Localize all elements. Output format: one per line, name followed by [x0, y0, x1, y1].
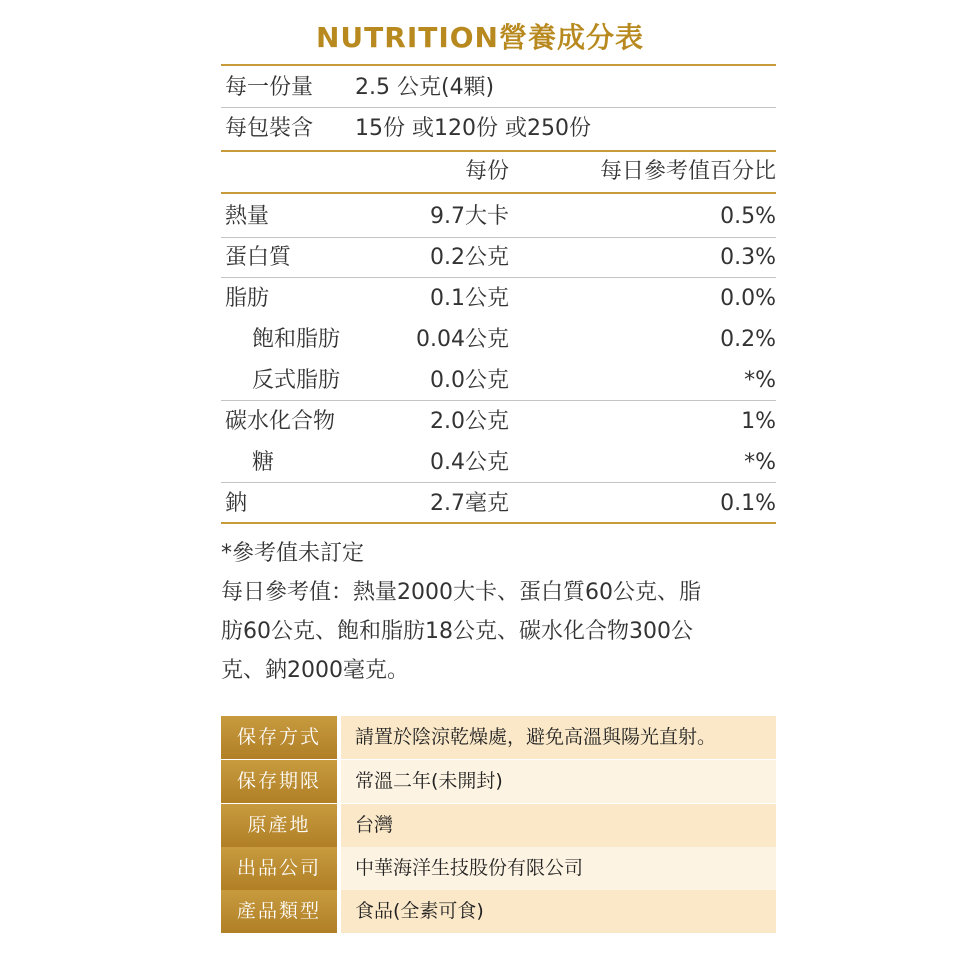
divider: [221, 482, 776, 483]
nutrient-daily-pct: 0.2%: [720, 327, 776, 352]
nutrient-amount: 0.1公克: [430, 286, 509, 311]
info-value: 台灣: [341, 804, 776, 847]
info-value: 常溫二年(未開封): [341, 760, 776, 803]
divider: [221, 522, 776, 524]
nutrient-name: 鈉: [225, 491, 248, 516]
nutrient-daily-pct: *%: [744, 450, 776, 475]
nutrient-amount: 0.0公克: [430, 368, 509, 393]
info-row-company: [221, 847, 776, 890]
footnote-line: 克、鈉2000毫克。: [221, 658, 409, 683]
nutrient-amount: 9.7大卡: [430, 204, 509, 229]
nutrient-name: 飽和脂肪: [252, 327, 341, 352]
servings-per-package-label: 每包裝含: [225, 116, 314, 141]
nutrient-daily-pct: 0.0%: [720, 286, 776, 311]
divider: [221, 237, 776, 238]
info-label: 保存期限: [221, 760, 337, 803]
nutrient-amount: 0.04公克: [416, 327, 509, 352]
servings-per-package-value: 15份 或120份 或250份: [355, 116, 591, 141]
nutrient-daily-pct: 0.3%: [720, 245, 776, 270]
nutrient-daily-pct: 0.5%: [720, 204, 776, 229]
nutrient-amount: 2.7毫克: [430, 491, 509, 516]
info-row-shelf-life: [221, 760, 776, 803]
nutrient-name: 脂肪: [225, 286, 270, 311]
nutrient-amount: 2.0公克: [430, 409, 509, 434]
footnote-line: 肪60公克、飽和脂肪18公克、碳水化合物300公: [221, 619, 693, 644]
info-row-origin: [221, 804, 776, 847]
footnotes: [221, 534, 781, 690]
nutrient-name: 碳水化合物: [225, 409, 336, 434]
nutrition-table: [221, 0, 776, 530]
serving-size-label: 每一份量: [225, 75, 314, 100]
nutrient-daily-pct: *%: [744, 368, 776, 393]
product-info-table: [221, 716, 776, 933]
nutrient-name: 糖: [252, 450, 275, 475]
info-value: 請置於陰涼乾燥處，避免高溫與陽光直射。: [341, 716, 776, 759]
info-label: 產品類型: [221, 890, 337, 933]
page-title: NUTRITION營養成分表: [315, 21, 644, 54]
serving-size-value: 2.5 公克(4顆): [355, 75, 495, 100]
divider: [221, 64, 776, 66]
divider: [221, 192, 776, 194]
nutrient-name: 蛋白質: [225, 245, 292, 270]
info-value: 食品(全素可食): [341, 890, 776, 933]
info-label: 保存方式: [221, 716, 337, 759]
info-label: 出品公司: [221, 847, 337, 890]
divider: [221, 107, 776, 108]
nutrient-daily-pct: 0.1%: [720, 491, 776, 516]
divider: [221, 150, 776, 152]
nutrient-amount: 0.4公克: [430, 450, 509, 475]
nutrient-name: 反式脂肪: [252, 368, 341, 393]
footnote-line: 每日參考值：熱量2000大卡、蛋白質60公克、脂: [221, 580, 701, 605]
info-row-storage: [221, 716, 776, 759]
info-row-product-type: [221, 890, 776, 933]
info-value: 中華海洋生技股份有限公司: [341, 847, 776, 890]
column-header-per-serving: 每份: [464, 159, 509, 184]
info-label: 原產地: [221, 804, 337, 847]
footnote-asterisk: *參考值未訂定: [221, 541, 365, 566]
column-header-daily-value: 每日參考值百分比: [599, 159, 776, 184]
nutrient-daily-pct: 1%: [741, 409, 776, 434]
nutrient-amount: 0.2公克: [430, 245, 509, 270]
nutrient-name: 熱量: [225, 204, 270, 229]
divider: [221, 400, 776, 401]
divider: [221, 277, 776, 278]
